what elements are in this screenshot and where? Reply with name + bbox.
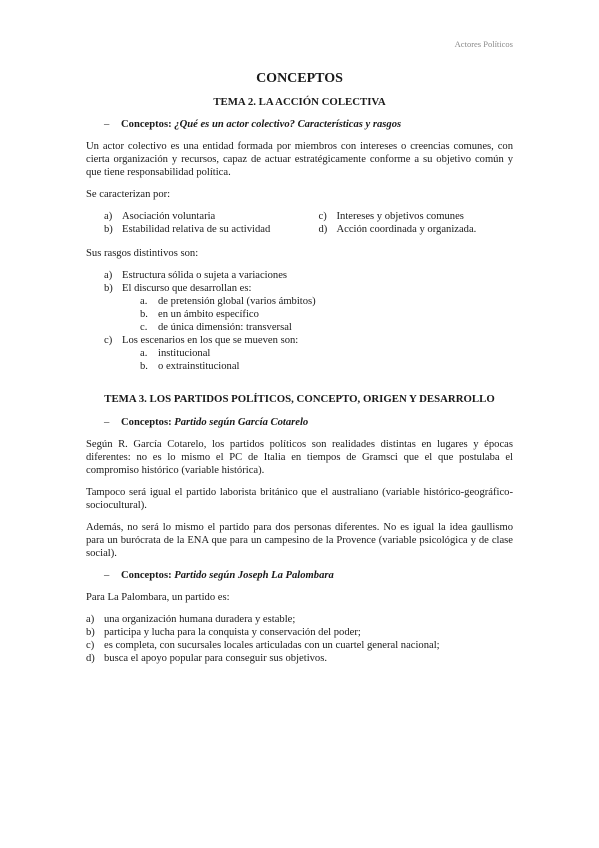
- page-title: CONCEPTOS: [256, 71, 343, 86]
- tema3-concept1-line: [86, 416, 513, 429]
- list-item: c) Los escenarios en los que se mueven son:: [104, 335, 299, 346]
- list-item: c) Intereses y objetivos comunes: [318, 211, 464, 222]
- caracterizan-intro: Se caracterizan por:: [86, 189, 171, 200]
- sub-list-item: b. o extrainstitucional: [140, 361, 240, 372]
- rasgos-list: [104, 269, 513, 373]
- list-item: b) El discurso que desarrollan es:: [104, 283, 252, 294]
- running-header: Actores Políticos: [454, 39, 513, 49]
- palombara-list: [86, 613, 513, 665]
- sub-list-item: a. institucional: [140, 348, 211, 359]
- sub-list-item: a. de pretensión global (varios ámbitos): [140, 296, 316, 307]
- list-item: d) busca el apoyo popular para conseguir sus objetivos.: [86, 653, 328, 664]
- concept-label: Conceptos:: [121, 570, 172, 581]
- list-item: b) participa y lucha para la conquista y conservación del poder;: [86, 627, 361, 638]
- cotarelo-paragraph-1: Según R. García Cotarelo, los partidos políticos son realidades distintas en lugares y épocas diferentes: no es lo mismo el PC de Italia en tiempos de Gramsci que el que postulaba el compromiso histórico (variable histórica).: [86, 439, 513, 476]
- sub-list-item: b. en un ámbito específico: [140, 309, 259, 320]
- palombara-intro: Para La Palombara, un partido es:: [86, 592, 230, 603]
- document-body: [86, 70, 513, 674]
- concept-question: ¿Qué es un actor colectivo? Características y rasgos: [174, 119, 402, 130]
- concept-title: Partido según García Cotarelo: [174, 417, 309, 428]
- rasgos-intro: Sus rasgos distintivos son:: [86, 248, 199, 259]
- concept-title: Partido según Joseph La Palombara: [174, 570, 334, 581]
- tema3-concept2-line: [86, 569, 513, 582]
- caracteristicas-list: [86, 210, 513, 236]
- list-item: a) una organización humana duradera y estable;: [86, 614, 296, 625]
- dash-bullet: –: [104, 570, 110, 581]
- list-item: a) Estructura sólida o sujeta a variaciones: [104, 270, 288, 281]
- dash-bullet: –: [104, 417, 110, 428]
- sub-list-item: c. de única dimensión: transversal: [140, 322, 292, 333]
- cotarelo-paragraph-3: Además, no será lo mismo el partido para dos personas diferentes. No es igual la idea gaullismo para un burócrata de la ENA que para un campesino de la Provence (variable psicológica y de clase social).: [86, 522, 513, 559]
- list-item: c) es completa, con sucursales locales articuladas con un cuartel general nacional;: [86, 640, 440, 651]
- tema2-concept-line: [86, 118, 513, 131]
- dash-bullet: –: [104, 119, 110, 130]
- list-item: b) Estabilidad relativa de su actividad: [104, 224, 271, 235]
- actor-colectivo-definition: Un actor colectivo es una entidad formada por miembros con intereses o creencias comunes, con cierta organización y recursos, capaz de actuar estratégicamente conforme a su objetivo común y que tiene responsabilidad política.: [86, 141, 513, 178]
- concept-label: Conceptos:: [121, 417, 172, 428]
- tema3-heading: TEMA 3. LOS PARTIDOS POLÍTICOS, CONCEPTO, ORIGEN Y DESARROLLO: [104, 393, 495, 405]
- list-item: a) Asociación voluntaria: [104, 211, 216, 222]
- tema2-heading: TEMA 2. LA ACCIÓN COLECTIVA: [213, 96, 386, 108]
- cotarelo-paragraph-2: Tampoco será igual el partido laborista británico que el australiano (variable histórico-geográfico-sociocultural).: [86, 487, 513, 511]
- concept-label: Conceptos:: [121, 119, 172, 130]
- list-item: d) Acción coordinada y organizada.: [318, 224, 477, 235]
